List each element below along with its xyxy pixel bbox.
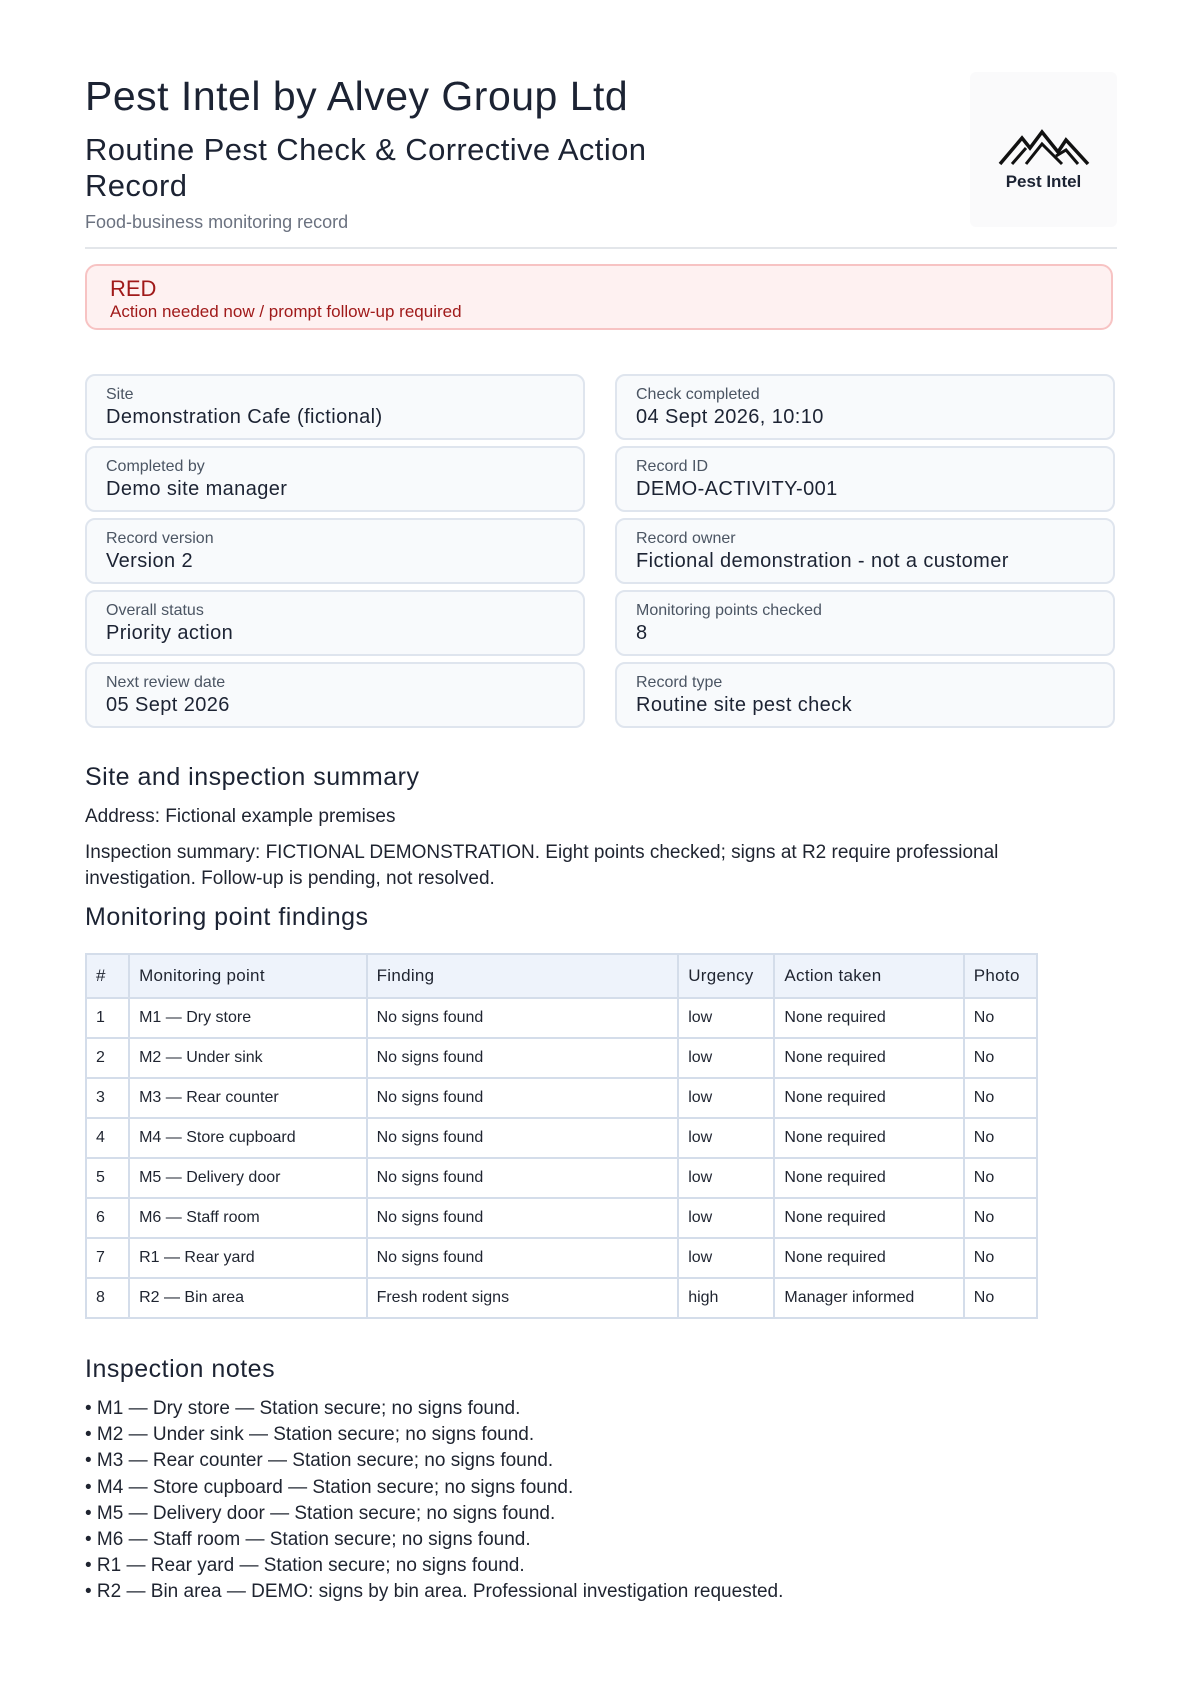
table-cell: 4 [86,1118,129,1158]
card-label: Record type [636,674,723,691]
record-owner-card [615,518,1115,584]
table-row [86,1198,1037,1238]
table-cell: No [964,1158,1037,1198]
card-value: 8 [636,622,648,644]
table-cell: No [964,1038,1037,1078]
table-row [86,1238,1037,1278]
table-cell: low [678,998,774,1038]
table-cell: M1 — Dry store [129,998,366,1038]
card-value: 05 Sept 2026 [106,694,230,716]
column-header: Urgency [678,954,774,998]
table-cell: M4 — Store cupboard [129,1118,366,1158]
completed-by-card [85,446,585,512]
table-cell: None required [774,1238,963,1278]
table-row [86,1278,1037,1318]
table-cell: low [678,1198,774,1238]
card-label: Next review date [106,674,226,691]
column-header: Action taken [774,954,963,998]
table-cell: None required [774,998,963,1038]
table-cell: No [964,1198,1037,1238]
table-cell: low [678,1038,774,1078]
address-text: Address: Fictional example premises [85,806,396,827]
card-value: Routine site pest check [636,694,852,716]
check-completed-card [615,374,1115,440]
summary-heading: Site and inspection summary [85,763,420,791]
card-value: 04 Sept 2026, 10:10 [636,406,824,428]
inspection-summary-text: Inspection summary: FICTIONAL DEMONSTRATION. Eight points checked; signs at R2 require professional investigation. Follow-up is pending, not resolved. [85,842,999,889]
document-header [85,72,1117,242]
site-card [85,374,585,440]
card-value: Demonstration Cafe (fictional) [106,406,383,428]
table-cell: No [964,1078,1037,1118]
record-type-card [615,662,1115,728]
table-cell: R2 — Bin area [129,1278,366,1318]
card-label: Monitoring points checked [636,602,822,619]
notes-heading: Inspection notes [85,1355,276,1383]
card-value: Demo site manager [106,478,288,500]
table-cell: No [964,1278,1037,1318]
table-cell: No [964,998,1037,1038]
table-cell: None required [774,1158,963,1198]
table-cell: Fresh rodent signs [367,1278,679,1318]
table-header-row [86,954,1037,998]
document-subtitle: Food-business monitoring record [85,212,349,232]
list-item: • R1 — Rear yard — Station secure; no signs found. [85,1555,525,1577]
card-label: Record owner [636,530,736,547]
table-cell: None required [774,1038,963,1078]
table-cell: 2 [86,1038,129,1078]
inspection-notes-list [85,1396,783,1606]
next-review-card [85,662,585,728]
card-label: Record version [106,530,214,547]
table-cell: low [678,1078,774,1118]
table-cell: No signs found [367,1038,679,1078]
list-item: • M3 — Rear counter — Station secure; no signs found. [85,1450,554,1472]
card-label: Overall status [106,602,204,619]
table-row [86,998,1037,1038]
findings-table [85,953,1038,1319]
column-header: Monitoring point [129,954,366,998]
table-cell: low [678,1118,774,1158]
logo-text: Pest Intel [1005,172,1082,191]
table-cell: M6 — Staff room [129,1198,366,1238]
table-cell: No signs found [367,1118,679,1158]
list-item: • M6 — Staff room — Station secure; no signs found. [85,1529,531,1551]
column-header: # [86,954,129,998]
table-cell: No signs found [367,1198,679,1238]
table-cell: None required [774,1118,963,1158]
alert-message: Action needed now / prompt follow-up required [110,302,462,321]
list-item: • M4 — Store cupboard — Station secure; no signs found. [85,1476,574,1498]
list-item: • M1 — Dry store — Station secure; no signs found. [85,1398,521,1419]
card-value: Fictional demonstration - not a customer [636,550,1009,572]
table-cell: 6 [86,1198,129,1238]
table-cell: M2 — Under sink [129,1038,366,1078]
card-label: Site [106,386,134,403]
table-row [86,1078,1037,1118]
table-row [86,1038,1037,1078]
card-value: Priority action [106,622,234,644]
card-value: Version 2 [106,550,193,572]
table-row [86,1158,1037,1198]
header-divider [85,247,1117,249]
organisation-title: Pest Intel by Alvey Group Ltd [85,73,629,119]
card-label: Check completed [636,386,760,403]
table-cell: low [678,1238,774,1278]
table-cell: No signs found [367,1238,679,1278]
table-cell: low [678,1158,774,1198]
table-cell: high [678,1278,774,1318]
table-row [86,1118,1037,1158]
table-cell: M5 — Delivery door [129,1158,366,1198]
table-cell: No signs found [367,1078,679,1118]
table-cell: Manager informed [774,1278,963,1318]
list-item: • M2 — Under sink — Station secure; no signs found. [85,1424,535,1446]
list-item: • R2 — Bin area — DEMO: signs by bin area. Professional investigation requested. [85,1581,784,1603]
mountain-logo-icon [998,126,1090,166]
table-cell: None required [774,1078,963,1118]
table-cell: 1 [86,998,129,1038]
table-cell: No [964,1118,1037,1158]
pest-intel-logo [970,72,1117,227]
table-cell: No signs found [367,998,679,1038]
table-cell: No [964,1238,1037,1278]
record-id-card [615,446,1115,512]
record-version-card [85,518,585,584]
table-cell: 8 [86,1278,129,1318]
table-cell: R1 — Rear yard [129,1238,366,1278]
list-item: • M5 — Delivery door — Station secure; no signs found. [85,1502,556,1524]
column-header: Photo [964,954,1037,998]
card-value: DEMO-ACTIVITY-001 [636,478,838,500]
card-label: Record ID [636,458,709,475]
alert-level: RED [110,276,157,301]
table-cell: None required [774,1198,963,1238]
points-checked-card [615,590,1115,656]
table-cell: No signs found [367,1158,679,1198]
table-cell: 5 [86,1158,129,1198]
overall-status-card [85,590,585,656]
table-cell: 3 [86,1078,129,1118]
findings-heading: Monitoring point findings [85,903,369,931]
card-label: Completed by [106,458,205,475]
table-cell: M3 — Rear counter [129,1078,366,1118]
document-title: Routine Pest Check & Corrective Action Record [85,132,647,203]
column-header: Finding [367,954,679,998]
table-cell: 7 [86,1238,129,1278]
status-alert [85,264,1113,330]
